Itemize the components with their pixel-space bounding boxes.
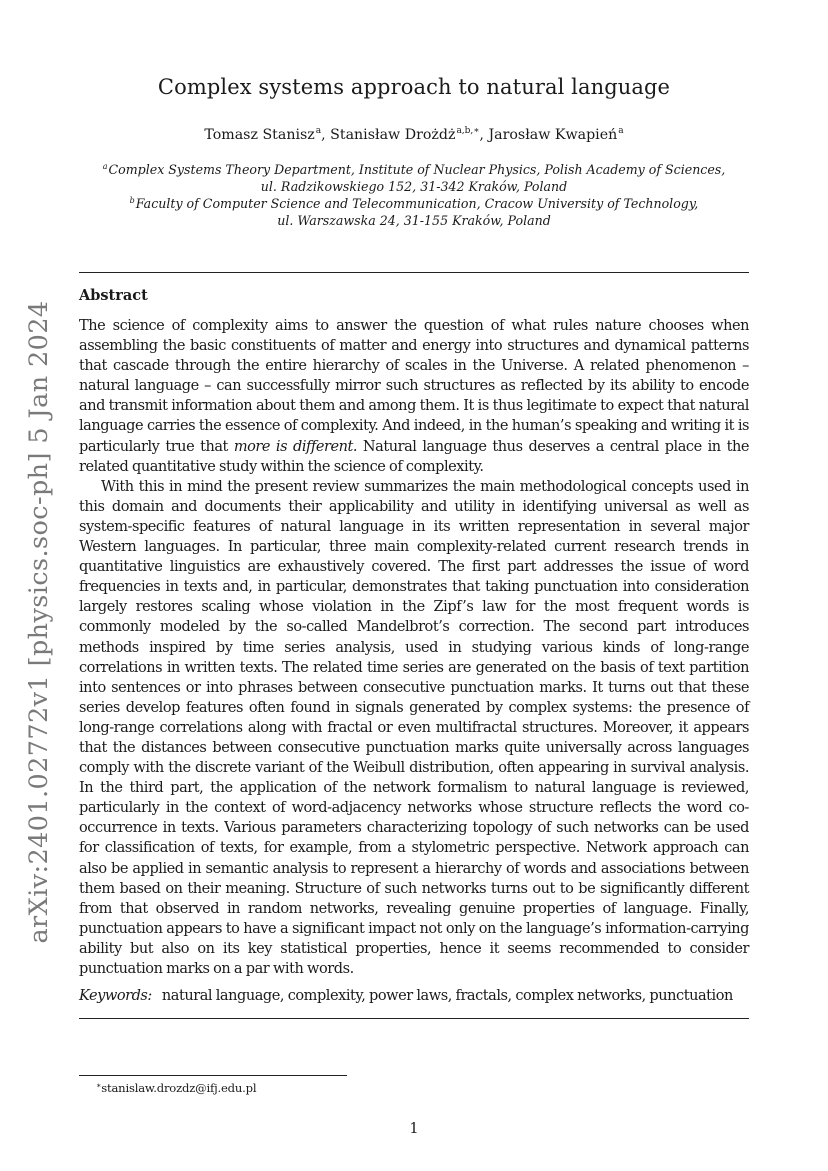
abstract-paragraph-1: [79, 316, 749, 477]
affiliation-line: ul. Warszawska 24, 31-155 Kraków, Poland: [277, 213, 551, 228]
author-name: Stanisław Drożdż: [330, 127, 456, 143]
abstract-text: The science of complexity aims to answer the question of what rules nature chooses when assembling the basic constituents of matter and energy into structures and dynamical patterns that cascade through the entire hierarchy of scales in the Universe. A related phenomenon – natural language – can successfully mirror such structures as reflected by its ability to encode and transmit information about them and among them. It is thus legitimate to expect that natural language carries the essence of complexity. And indeed, in the human’s speaking and writing it is particularly true that: [79, 318, 749, 455]
arxiv-identifier: arXiv:2401.02772v1 [physics.soc-ph] 5 Jan 2024: [24, 300, 54, 944]
affiliation-a: [0, 158, 828, 195]
affiliation-line: Complex Systems Theory Department, Institute of Nuclear Physics, Polish Academy of Sciences,: [108, 162, 726, 177]
abstract-emphasis: more is different.: [233, 438, 358, 455]
affiliation-mark: b: [129, 196, 135, 205]
affiliation-mark: a: [102, 162, 108, 171]
page-number: 1: [409, 1121, 419, 1137]
abstract-top-rule: [79, 272, 749, 273]
affiliation-line: ul. Radzikowskiego 152, 31-342 Kraków, Poland: [260, 179, 568, 194]
author-affiliation-mark: a: [618, 126, 624, 136]
abstract-text: Natural language thus deserves a central place in the related quantitative study within the science of complexity.: [79, 438, 749, 475]
footnote-mark: ∗: [96, 1081, 102, 1090]
keywords-text: natural language, complexity, power laws, fractals, complex networks, punctuation: [161, 988, 733, 1004]
abstract-heading: Abstract: [79, 287, 148, 304]
keywords-label: Keywords:: [79, 988, 152, 1004]
paper-title: Complex systems approach to natural language: [157, 75, 671, 99]
abstract-bottom-rule: [79, 1018, 749, 1019]
abstract-body: [79, 316, 749, 979]
author-affiliation-mark: a: [315, 126, 322, 136]
abstract-paragraph-2: With this in mind the present review summarizes the main methodological concepts used in this domain and documents their applicability and utility in identifying universal as well as system-specific features of natural language in its written representation in several major Western languages. In particular, three main complexity-related current research trends in quantitative linguistics are exhaustively covered. The first part addresses the issue of word frequencies in texts and, in particular, demonstrates that taking punctuation into consideration largely restores scaling whose violation in the Zipf’s law for the most frequent words is commonly modeled by the so-called Mandelbrot’s correction. The second part introduces methods inspired by time series analysis, used in studying various kinds of long-range correlations in written texts. The related time series are generated on the basis of text partition into sentences or into phrases between consecutive punctuation marks. It turns out that these series develop features often found in signals generated by complex systems: the presence of long-range correlations along with fractal or even multifractal structures. Moreover, it appears that the distances between consecutive punctuation marks quite universally across languages comply with the discrete variant of the Weibull distribution, often appearing in survival analysis. In the third part, the application of the network formalism to natural language is reviewed, particularly in the context of word-adjacency networks whose structure reflects the word co-occurrence in texts. Various parameters characterizing topology of such networks can be used for classification of texts, for example, from a stylometric perspective. Network approach can also be applied in semantic analysis to represent a hierarchy of words and associations between them based on their meaning. Structure of such networks turns out to be significantly different from that observed in random networks, revealing genuine properties of language. Finally, punctuation appears to have a significant impact not only on the language’s information-carrying ability but also on its key statistical properties, hence it seems recommended to consider punctuation marks on a par with words.: [79, 478, 749, 977]
author-name: Tomasz Stanisz: [204, 127, 315, 143]
affiliation-line: Faculty of Computer Science and Telecommunication, Cracow University of Technology,: [135, 196, 699, 211]
corresponding-author-footnote: [96, 1081, 256, 1095]
affiliation-b: [0, 192, 828, 229]
author-name: Jarosław Kwapień: [488, 127, 618, 143]
keywords-line: [79, 988, 749, 1004]
author-list: Tomasz Stanisz$^a$, Stanisław Drożdż$^{a,b,∗}$, Jarosław Kwapień$^a$: [204, 126, 624, 143]
footnote-email: stanislaw.drozdz@ifj.edu.pl: [101, 1081, 257, 1095]
author-affiliation-mark: a,b,∗: [456, 126, 480, 136]
footnote-rule: [79, 1075, 347, 1076]
